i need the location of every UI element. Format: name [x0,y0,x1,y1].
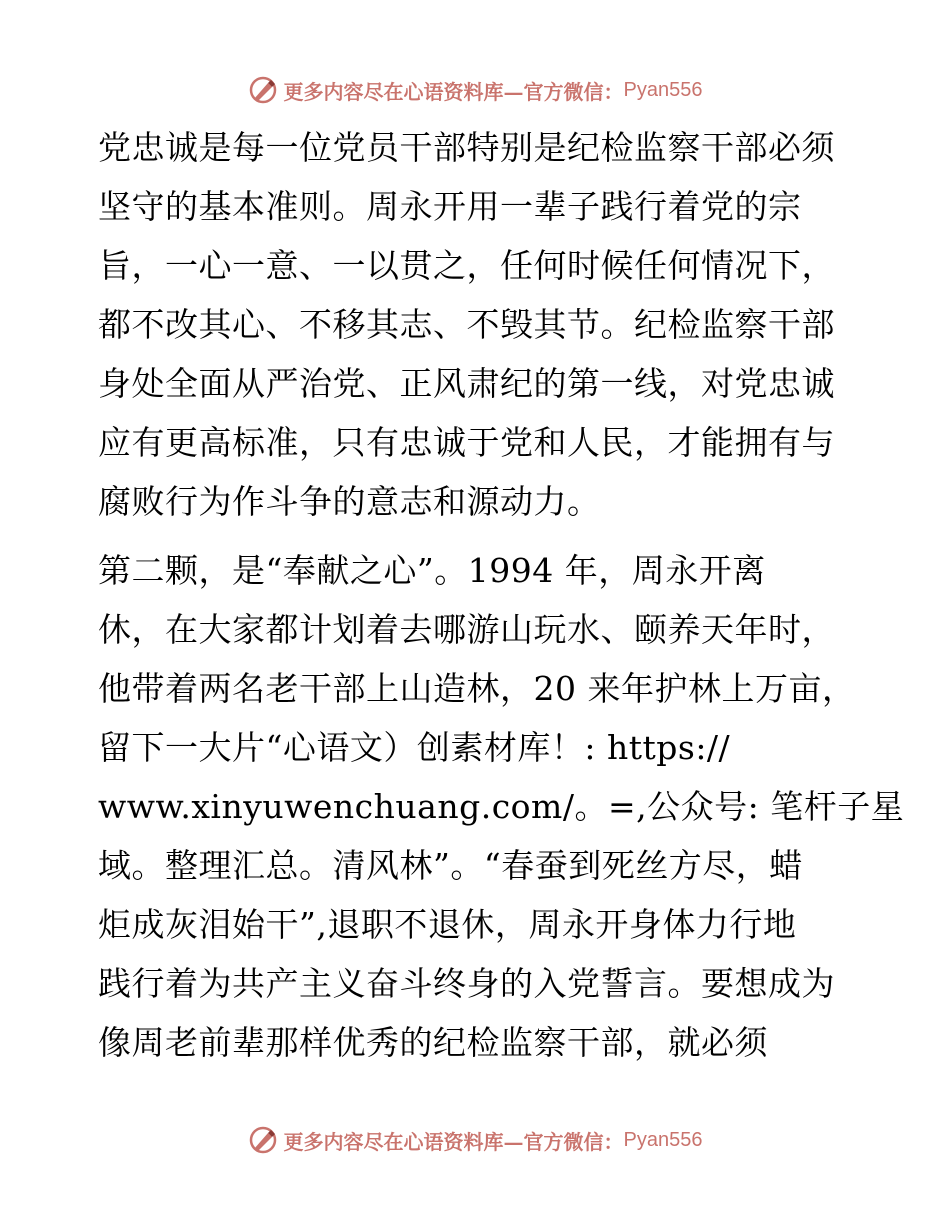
pen-logo-icon [248,1125,278,1155]
banner-wechat-id: Pyan556 [623,78,703,101]
text-line: 域。整理汇总。清风林”。“春蚕到死丝方尽，蜡 [98,846,803,885]
banner-text: 更多内容尽在心语资料库—官方微信： [283,79,624,104]
banner-text: 更多内容尽在心语资料库—官方微信： [283,1129,624,1154]
text-line: 第二颗，是“奉献之心”。1994 年，周永开离 [98,551,766,590]
banner-wechat-id: Pyan556 [623,1128,703,1151]
footer-banner [0,1120,950,1160]
pen-logo-icon [248,75,278,105]
text-line: 旨，一心一意、一以贯之，任何时候任何情况下， [98,246,835,285]
document-body [98,118,905,1072]
text-line: 休，在大家都计划着去哪游山玩水、颐养天年时， [98,610,835,649]
text-line: 他带着两名老干部上山造林，20 来年护林上万亩， [98,669,856,708]
text-line: 坚守的基本准则。周永开用一辈子践行着党的宗 [98,187,802,226]
text-line: 践行着为共产主义奋斗终身的入党誓言。要想成为 [98,964,835,1003]
text-line: www.xinyuwenchuang.com/。=,公众号: 笔杆子星 [98,787,905,826]
text-line: 都不改其心、不移其志、不毁其节。纪检监察干部 [98,305,835,344]
text-line: 应有更高标准，只有忠诚于党和人民，才能拥有与 [98,423,835,462]
text-line: 党忠诚是每一位党员干部特别是纪检监察干部必须 [98,128,835,167]
text-line: 炬成灰泪始干”,退职不退休，周永开身体力行地 [98,905,797,944]
text-line: 留下一大片“心语文）创素材库！: https:// [98,728,731,767]
text-line: 腐败行为作斗争的意志和源动力。 [98,482,601,521]
text-line: 像周老前辈那样优秀的纪检监察干部，就必须 [98,1023,768,1062]
header-banner [0,70,950,110]
text-line: 身处全面从严治党、正风肃纪的第一线，对党忠诚 [98,364,835,403]
